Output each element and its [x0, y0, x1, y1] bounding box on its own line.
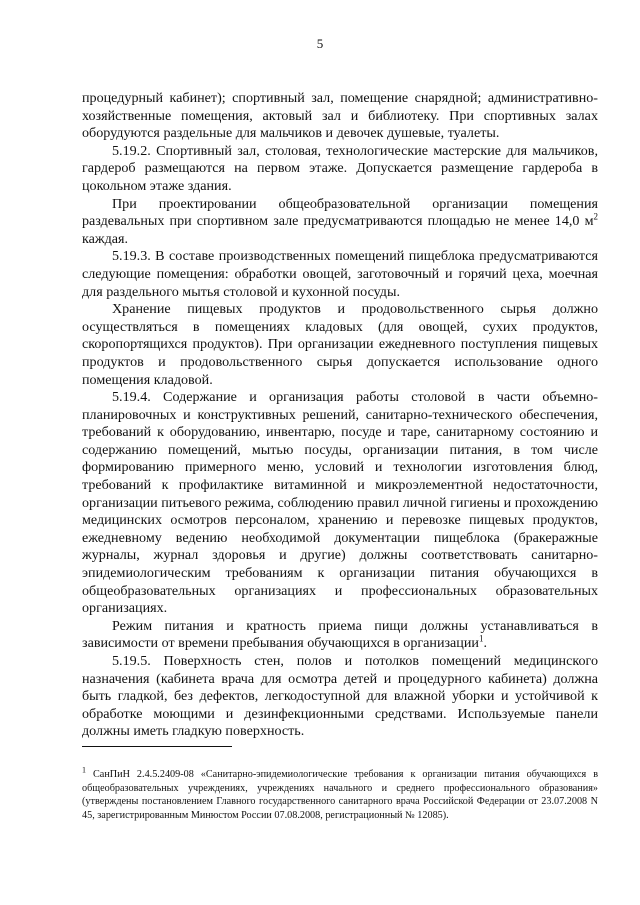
- footnote: [82, 765, 599, 822]
- superscript: 2: [593, 211, 598, 222]
- paragraph-text: 5.19.5. Поверхность стен, полов и потолков помещений медицинского назначения (кабинета врача для осмотра детей и процедурного кабинета) должна быть гладкой, без дефектов, легкодоступной для влажной уборки и устойчивой к обработке моющими и дезинфекционными средствами. Используемые панели должны иметь гладкую поверхность.: [82, 653, 598, 740]
- paragraph-text: При проектировании общеобразовательной организации помещения раздевальных при спортивном зале предусматриваются площадью не менее 14,0 м: [82, 195, 598, 230]
- paragraph-text-tail: .: [483, 635, 487, 652]
- paragraph-text-tail: каждая.: [82, 230, 129, 247]
- paragraph-5-19-5: [82, 653, 598, 741]
- footnote-text: СанПиН 2.4.5.2409-08 «Санитарно-эпидемиологические требования к организации питания обучающихся в общеобразовательных учреждениях, учреждениях начального и среднего профессионального образования» (утверждены постановлением Главного государственного санитарного врача Российской Федерации от 23.07.2008 N 45, зарегистрированным Минюстом России 07.08.2008, регистрационный № 12085).: [82, 769, 599, 821]
- paragraph-changing-rooms: [82, 196, 598, 249]
- paragraph-text: Хранение пищевых продуктов и продовольственного сырья должно осуществляться в помещениях кладовых (для овощей, сухих продуктов, скоропортящихся продуктов). При организации ежедневного поступления пищевых продуктов и продовольственного сырья допускается использование одного помещения кладовой.: [82, 301, 598, 388]
- paragraph-meal-regime: [82, 618, 598, 653]
- paragraph-text: процедурный кабинет); спортивный зал, помещение снарядной; административно-хозяйственные помещения, актовый зал и библиотеку. При спортивных залах оборудуются раздельные для мальчиков и девочек душевые, туалеты.: [82, 90, 598, 142]
- body-text: [82, 90, 598, 741]
- paragraph-text: 5.19.4. Содержание и организация работы столовой в части объемно-планировочных и конструктивных решений, санитарно-технического обеспечения, требований к оборудованию, инвентарю, посуде и таре, санитарному состоянию и содержанию помещений, мытью посуды, организации питания, в том числе формированию примерного меню, условий и технологии изготовления блюд, требований к профилактике витаминной и микроэлементной недостаточности, организации питьевого режима, соблюдению правил личной гигиены и прохождению медицинских осмотров персоналом, хранению и перевозке пищевых продуктов, ежедневному ведению необходимой документации пищеблока (бракеражные журналы, журнал здоровья и другие) должны соответствовать санитарно-эпидемиологическим требованиям к организации питания обучающихся в общеобразовательных организациях и профессиональных образовательных организациях.: [82, 389, 598, 617]
- paragraph-5-19-4: [82, 389, 598, 618]
- footnote-mark: 1: [82, 765, 86, 775]
- paragraph-storage: [82, 301, 598, 389]
- paragraph-5-19-2: [82, 143, 598, 196]
- footnote-divider: [82, 746, 232, 747]
- page-number: 5: [316, 36, 324, 51]
- paragraph-text: 5.19.3. В составе производственных помещений пищеблока предусматриваются следующие помещения: обработки овощей, заготовочный и горячий цеха, моечная для раздельного мытья столовой и кухонной посуды.: [82, 248, 598, 300]
- paragraph-5-19-3: [82, 248, 598, 301]
- footnote-reference: 1: [478, 633, 484, 644]
- paragraph-text: 5.19.2. Спортивный зал, столовая, технологические мастерские для мальчиков, гардероб размещаются на первом этаже. Допускается размещение гардероба в цокольном этаже здания.: [82, 142, 598, 194]
- paragraph-1: [82, 90, 598, 143]
- paragraph-text: Режим питания и кратность приема пищи должны устанавливаться в зависимости от времени пребывания обучающихся в организации: [82, 617, 598, 652]
